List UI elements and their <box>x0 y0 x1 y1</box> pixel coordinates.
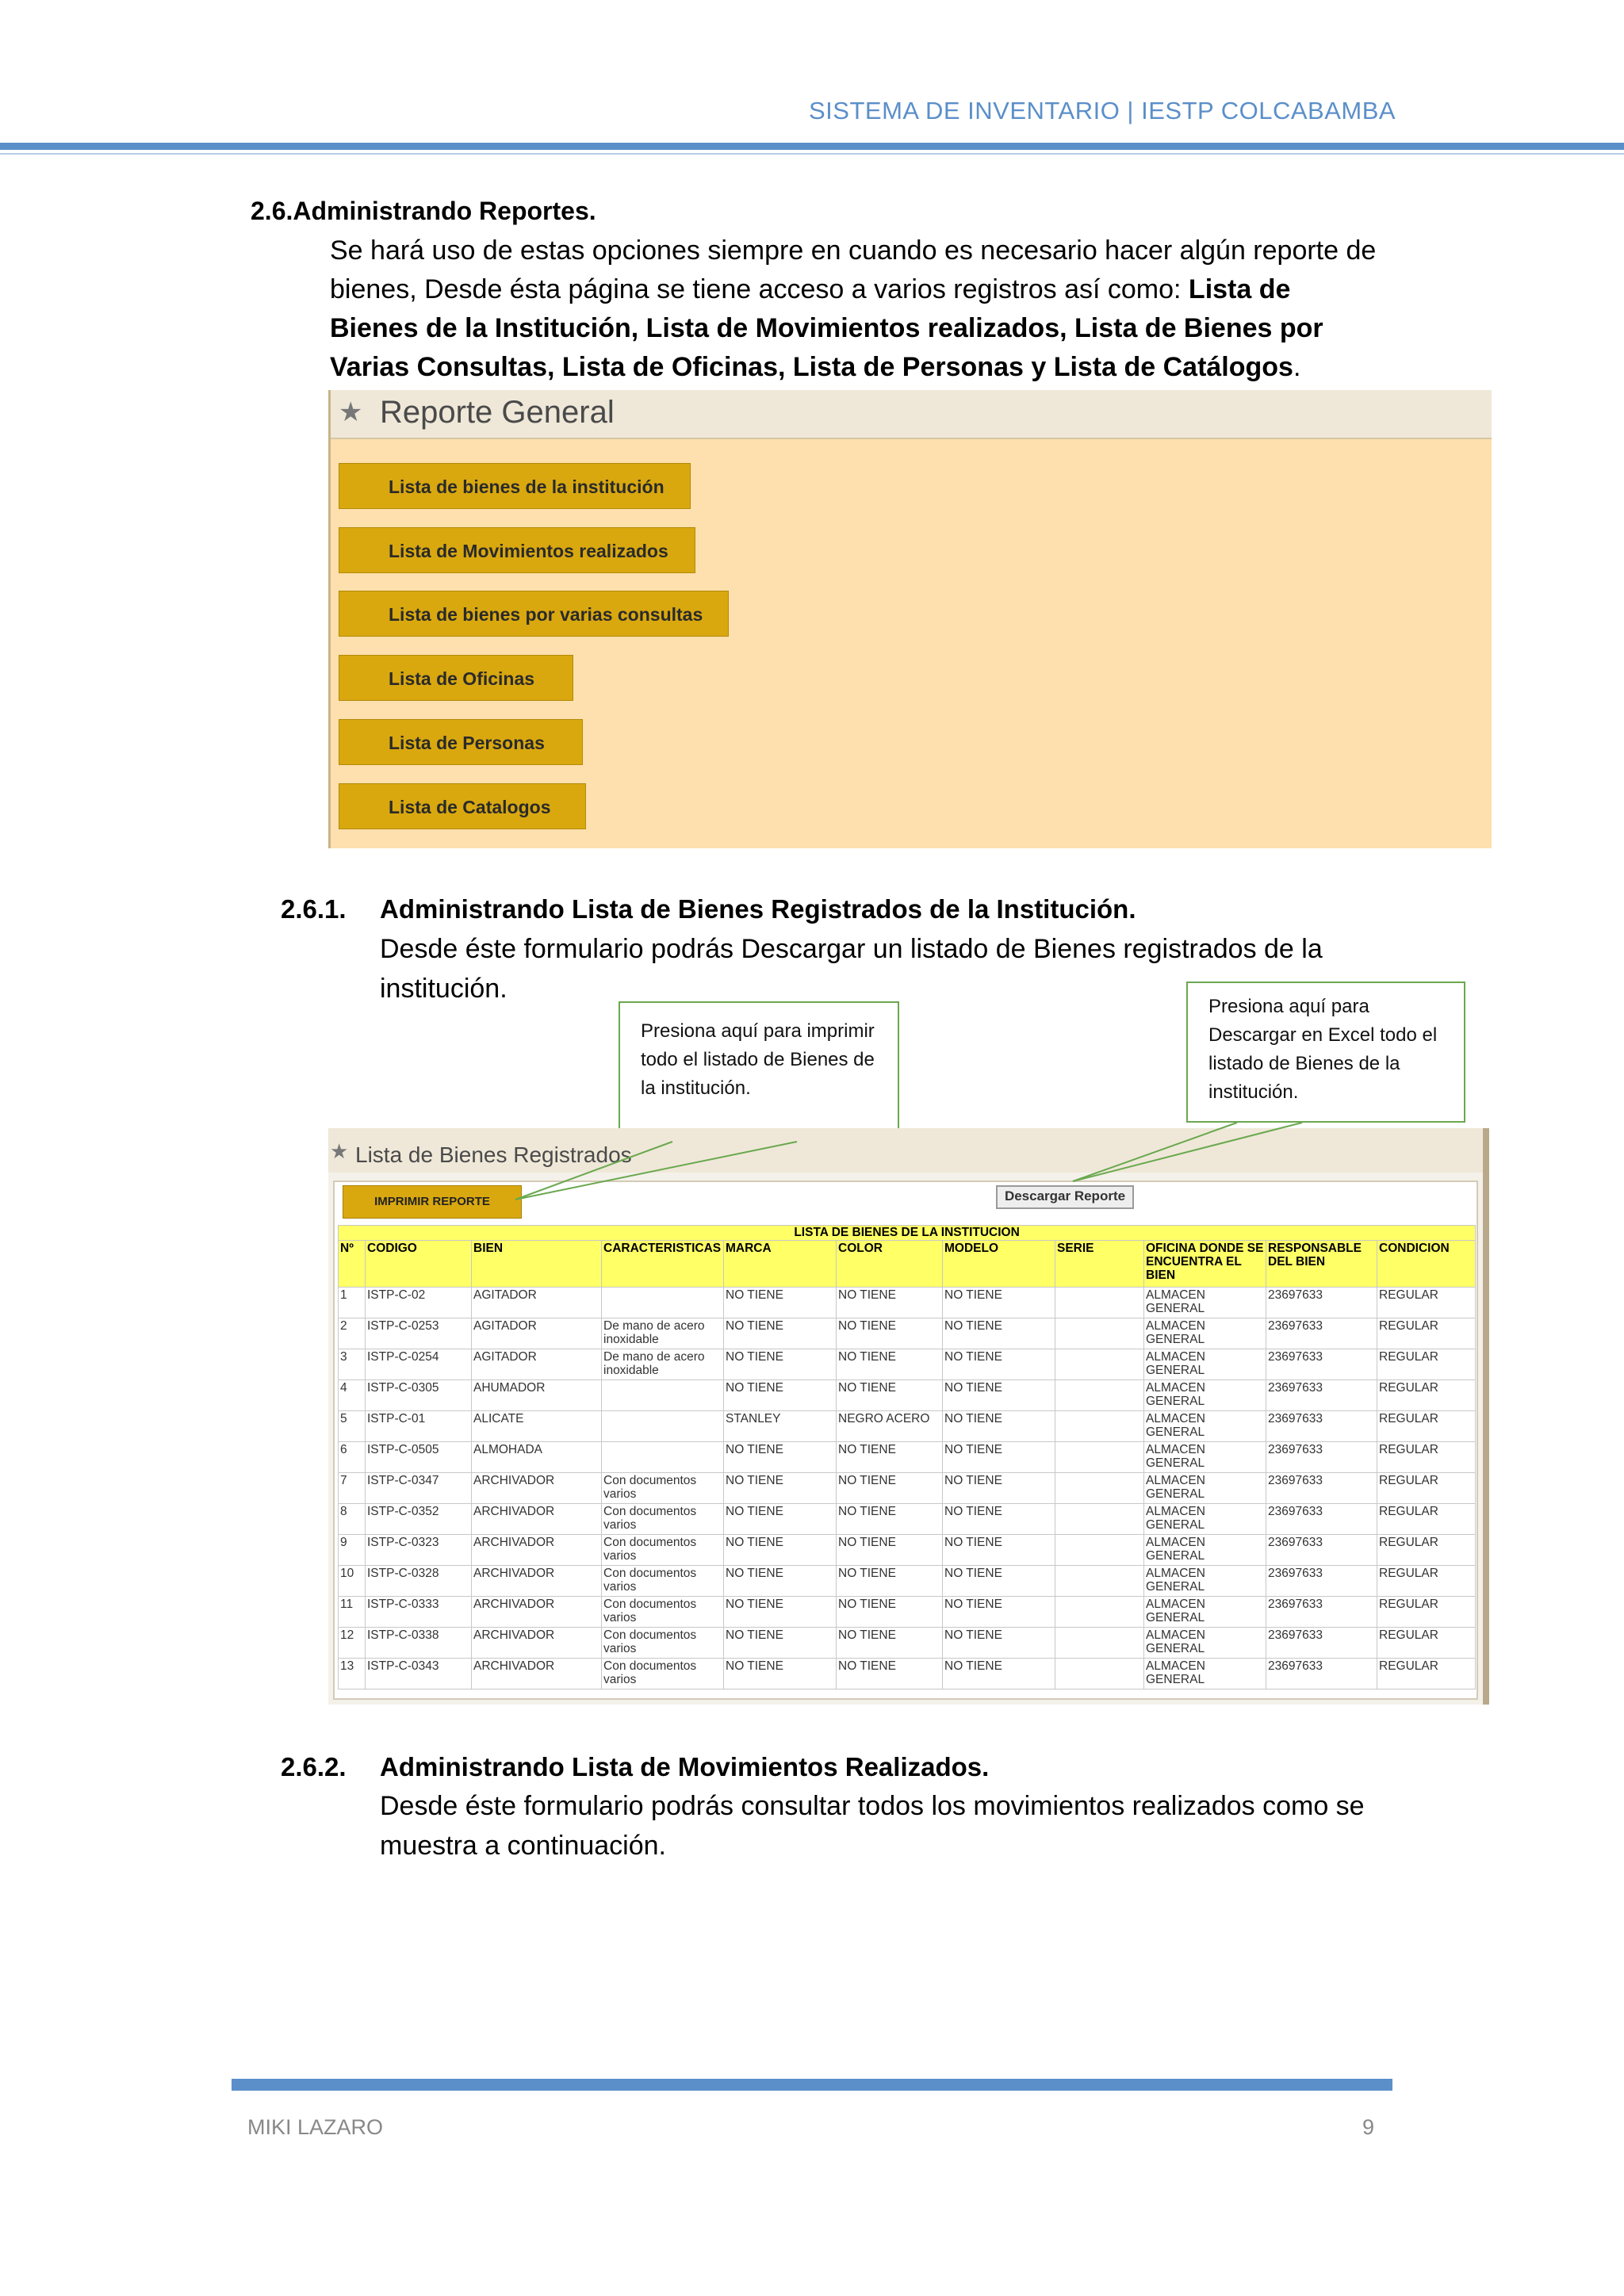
table-cell: NO TIENE <box>724 1349 837 1380</box>
table-cell: ALMACEN GENERAL <box>1144 1288 1266 1318</box>
column-header: SERIE <box>1055 1241 1144 1288</box>
column-header: MODELO <box>943 1241 1055 1288</box>
table-cell: 1 <box>339 1288 366 1318</box>
subsection-number: 2.6.2. <box>281 1752 347 1781</box>
intro-text: Se hará uso de estas opciones siempre en cuando es necesario hacer algún reporte de bienes, Desde ésta página se tiene acceso a varios registros así como: <box>330 235 1377 304</box>
table-cell: NO TIENE <box>724 1318 837 1349</box>
table-cell: ISTP-C-0338 <box>366 1628 472 1659</box>
table-cell: AGITADOR <box>472 1318 602 1349</box>
table-cell: AGITADOR <box>472 1288 602 1318</box>
table-cell: ALMACEN GENERAL <box>1144 1504 1266 1535</box>
table-cell: NO TIENE <box>943 1659 1055 1689</box>
footer-author: MIKI LAZARO <box>247 2115 384 2139</box>
table-cell: ALMACEN GENERAL <box>1144 1411 1266 1442</box>
table-cell: NO TIENE <box>943 1597 1055 1628</box>
table-cell: De mano de acero inoxidable <box>602 1318 724 1349</box>
table-cell: ISTP-C-02 <box>366 1288 472 1318</box>
table-cell: ARCHIVADOR <box>472 1597 602 1628</box>
table-cell: NO TIENE <box>943 1318 1055 1349</box>
page-header-title: SISTEMA DE INVENTARIO | IESTP COLCABAMBA <box>809 97 1396 124</box>
btn-lista-catalogos[interactable]: Lista de Catalogos <box>339 783 586 829</box>
column-header: MARCA <box>724 1241 837 1288</box>
table-cell: ALMACEN GENERAL <box>1144 1566 1266 1597</box>
page-number: 9 <box>1362 2115 1375 2139</box>
intro-end: . <box>1293 352 1301 382</box>
column-header: CODIGO <box>366 1241 472 1288</box>
table-cell: 13 <box>339 1659 366 1689</box>
table-cell: ALMACEN GENERAL <box>1144 1628 1266 1659</box>
descargar-reporte-button[interactable]: Descargar Reporte <box>996 1185 1134 1209</box>
table-cell: ARCHIVADOR <box>472 1659 602 1689</box>
subsection-text: Desde éste formulario podrás Descargar un listado de Bienes registrados de la institución. <box>380 934 1323 1004</box>
section-heading: 2.6.Administrando Reportes. <box>251 197 596 225</box>
table-cell: NO TIENE <box>943 1380 1055 1411</box>
table-cell: 4 <box>339 1380 366 1411</box>
table-cell: ALICATE <box>472 1411 602 1442</box>
column-header: CONDICION <box>1377 1241 1476 1288</box>
table-cell: ALMACEN GENERAL <box>1144 1442 1266 1473</box>
table-cell: NO TIENE <box>837 1288 943 1318</box>
panel-title: Lista de Bienes Registrados <box>355 1142 632 1167</box>
table-cell: 11 <box>339 1597 366 1628</box>
table-cell: NO TIENE <box>837 1628 943 1659</box>
table-cell: NO TIENE <box>724 1597 837 1628</box>
table-cell: ISTP-C-0323 <box>366 1535 472 1566</box>
table-cell: ALMOHADA <box>472 1442 602 1473</box>
table-cell: NO TIENE <box>837 1349 943 1380</box>
table-cell: NO TIENE <box>943 1349 1055 1380</box>
table-cell: Con documentos varios <box>602 1566 724 1597</box>
table-cell: NO TIENE <box>724 1473 837 1504</box>
table-cell: NO TIENE <box>943 1504 1055 1535</box>
table-cell: NEGRO ACERO <box>837 1411 943 1442</box>
table-cell: REGULAR <box>1377 1411 1476 1442</box>
table-cell: 23697633 <box>1266 1411 1377 1442</box>
table-cell: ISTP-C-0343 <box>366 1659 472 1689</box>
table-cell: NO TIENE <box>837 1504 943 1535</box>
column-header: CARACTERISTICAS <box>602 1241 724 1288</box>
table-cell: REGULAR <box>1377 1288 1476 1318</box>
table-cell: NO TIENE <box>724 1659 837 1689</box>
table-cell: ISTP-C-0352 <box>366 1504 472 1535</box>
table-cell: ISTP-C-0347 <box>366 1473 472 1504</box>
table-cell: ISTP-C-0254 <box>366 1349 472 1380</box>
table-cell: ISTP-C-0253 <box>366 1318 472 1349</box>
table-cell: ARCHIVADOR <box>472 1473 602 1504</box>
table-cell: De mano de acero inoxidable <box>602 1349 724 1380</box>
table-cell: Con documentos varios <box>602 1473 724 1504</box>
btn-lista-movimientos[interactable]: Lista de Movimientos realizados <box>339 527 695 573</box>
table-cell: STANLEY <box>724 1411 837 1442</box>
star-icon: ★ <box>330 1139 349 1163</box>
table-cell: NO TIENE <box>943 1288 1055 1318</box>
table-cell: 7 <box>339 1473 366 1504</box>
table-cell: ISTP-C-0305 <box>366 1380 472 1411</box>
table-cell: NO TIENE <box>943 1411 1055 1442</box>
subsection-number: 2.6.1. <box>281 894 347 924</box>
table-cell: 23697633 <box>1266 1380 1377 1411</box>
table-cell: NO TIENE <box>837 1659 943 1689</box>
table-cell: 2 <box>339 1318 366 1349</box>
table-cell: REGULAR <box>1377 1597 1476 1628</box>
table-title: LISTA DE BIENES DE LA INSTITUCION <box>339 1226 1476 1241</box>
table-cell: NO TIENE <box>837 1566 943 1597</box>
table-cell: NO TIENE <box>837 1442 943 1473</box>
table-cell: 6 <box>339 1442 366 1473</box>
table-cell: 23697633 <box>1266 1288 1377 1318</box>
table-cell: 23697633 <box>1266 1442 1377 1473</box>
table-cell: Con documentos varios <box>602 1504 724 1535</box>
table-cell: ALMACEN GENERAL <box>1144 1380 1266 1411</box>
column-header: Nº <box>339 1241 366 1288</box>
table-cell: NO TIENE <box>837 1473 943 1504</box>
table-cell: REGULAR <box>1377 1504 1476 1535</box>
table-cell: REGULAR <box>1377 1535 1476 1566</box>
table-cell: ARCHIVADOR <box>472 1535 602 1566</box>
column-header: OFICINA DONDE SE ENCUENTRA EL BIEN <box>1144 1241 1266 1288</box>
table-cell: ARCHIVADOR <box>472 1628 602 1659</box>
table-cell: Con documentos varios <box>602 1628 724 1659</box>
table-cell: ISTP-C-0328 <box>366 1566 472 1597</box>
column-header: RESPONSABLE DEL BIEN <box>1266 1241 1377 1288</box>
table-cell: 8 <box>339 1504 366 1535</box>
table-cell: NO TIENE <box>837 1597 943 1628</box>
table-cell: 5 <box>339 1411 366 1442</box>
table-cell: 23697633 <box>1266 1597 1377 1628</box>
table-cell: 9 <box>339 1535 366 1566</box>
table-cell: 23697633 <box>1266 1535 1377 1566</box>
footer-rule <box>232 2079 1392 2091</box>
star-icon: ★ <box>339 397 363 427</box>
table-cell: ISTP-C-0505 <box>366 1442 472 1473</box>
table-cell: NO TIENE <box>724 1535 837 1566</box>
subsection-text: Desde éste formulario podrás consultar todos los movimientos realizados como se muestra a continuación. <box>380 1791 1365 1861</box>
table-cell: NO TIENE <box>943 1566 1055 1597</box>
table-cell: ISTP-C-01 <box>366 1411 472 1442</box>
table-cell: 23697633 <box>1266 1473 1377 1504</box>
table-cell: NO TIENE <box>943 1442 1055 1473</box>
table-cell: ALMACEN GENERAL <box>1144 1659 1266 1689</box>
table-cell: NO TIENE <box>724 1504 837 1535</box>
table-cell: 10 <box>339 1566 366 1597</box>
subsection-heading: Administrando Lista de Bienes Registrados de la Institución. <box>380 894 1136 924</box>
btn-lista-bienes[interactable]: Lista de bienes de la institución <box>339 463 691 509</box>
table-cell: ALMACEN GENERAL <box>1144 1597 1266 1628</box>
table-cell: 3 <box>339 1349 366 1380</box>
table-cell: Con documentos varios <box>602 1659 724 1689</box>
table-cell: REGULAR <box>1377 1349 1476 1380</box>
table-cell: AGITADOR <box>472 1349 602 1380</box>
table-cell: REGULAR <box>1377 1380 1476 1411</box>
table-cell: REGULAR <box>1377 1442 1476 1473</box>
table-cell: NO TIENE <box>837 1318 943 1349</box>
table-cell: NO TIENE <box>837 1380 943 1411</box>
table-cell: 23697633 <box>1266 1349 1377 1380</box>
table-cell: 23697633 <box>1266 1318 1377 1349</box>
callout-excel: Presiona aquí para Descargar en Excel todo el listado de Bienes de la institución. <box>1186 982 1465 1123</box>
subsection-heading: Administrando Lista de Movimientos Realizados. <box>380 1752 990 1781</box>
btn-lista-oficinas[interactable]: Lista de Oficinas <box>339 655 573 701</box>
table-cell: ISTP-C-0333 <box>366 1597 472 1628</box>
table-cell: NO TIENE <box>837 1535 943 1566</box>
table-cell: NO TIENE <box>724 1380 837 1411</box>
table-cell: NO TIENE <box>724 1442 837 1473</box>
btn-lista-bienes-consultas[interactable]: Lista de bienes por varias consultas <box>339 591 729 637</box>
intro-bold-text: Lista de Bienes de la Institución, Lista de Movimientos realizados, Lista de Bienes por Varias Consultas, Lista de Oficinas, Lista de Personas y Lista de Catálogos <box>330 274 1323 382</box>
table-cell: REGULAR <box>1377 1473 1476 1504</box>
column-header: BIEN <box>472 1241 602 1288</box>
table-cell: ALMACEN GENERAL <box>1144 1349 1266 1380</box>
table-cell: ARCHIVADOR <box>472 1504 602 1535</box>
table-cell: 12 <box>339 1628 366 1659</box>
table-cell: ALMACEN GENERAL <box>1144 1318 1266 1349</box>
imprimir-reporte-button[interactable]: IMPRIMIR REPORTE <box>343 1185 522 1219</box>
table-cell: Con documentos varios <box>602 1597 724 1628</box>
table-cell: 23697633 <box>1266 1628 1377 1659</box>
table-cell: 23697633 <box>1266 1566 1377 1597</box>
table-cell: Con documentos varios <box>602 1535 724 1566</box>
table-cell: AHUMADOR <box>472 1380 602 1411</box>
table-cell: REGULAR <box>1377 1659 1476 1689</box>
table-cell: REGULAR <box>1377 1628 1476 1659</box>
table-cell: ALMACEN GENERAL <box>1144 1473 1266 1504</box>
table-cell: NO TIENE <box>943 1473 1055 1504</box>
callout-print: Presiona aquí para imprimir todo el listado de Bienes de la institución. <box>619 1001 899 1142</box>
btn-lista-personas[interactable]: Lista de Personas <box>339 719 583 765</box>
table-cell: NO TIENE <box>724 1288 837 1318</box>
table-cell: NO TIENE <box>943 1535 1055 1566</box>
table-cell: NO TIENE <box>724 1628 837 1659</box>
table-cell: 23697633 <box>1266 1504 1377 1535</box>
table-cell: REGULAR <box>1377 1566 1476 1597</box>
table-cell: NO TIENE <box>943 1628 1055 1659</box>
table-cell: ARCHIVADOR <box>472 1566 602 1597</box>
panel-title: Reporte General <box>380 395 615 430</box>
table-cell: ALMACEN GENERAL <box>1144 1535 1266 1566</box>
table-cell: REGULAR <box>1377 1318 1476 1349</box>
table-cell: 23697633 <box>1266 1659 1377 1689</box>
table-cell: NO TIENE <box>724 1566 837 1597</box>
column-header: COLOR <box>837 1241 943 1288</box>
